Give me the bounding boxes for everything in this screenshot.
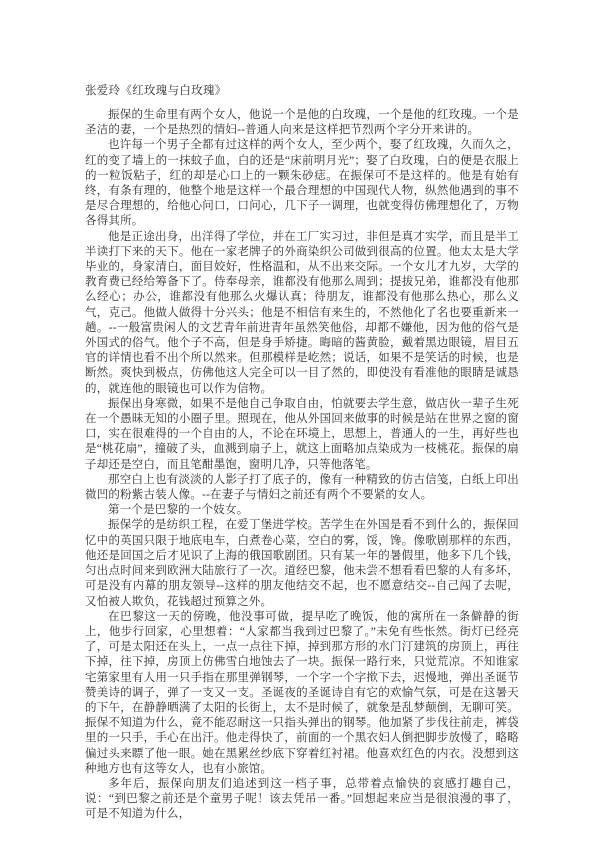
paragraph: 那空白上也有淡淡的人影子打了底子的，像有一种精致的仿古信笺，白纸上印出微凹的粉紫古装人像。--在妻子与情妇之前还有两个不要紧的女人。 bbox=[85, 473, 519, 502]
paragraph: 振保的生命里有两个女人，他说一个是他的白玫瑰，一个是他的红玫瑰。一个是圣洁的妻，一个是热烈的情妇--普通人向来是这样把节烈两个字分开来讲的。 bbox=[85, 109, 519, 137]
document-title: 张爱玲《红玫瑰与白玫瑰》 bbox=[85, 85, 227, 97]
paragraph: 在巴黎这一天的傍晚，他没事可做，提早吃了晚饭，他的寓所在一条僻静的街上，他步行回家，心里想着：“人家都当我到过巴黎了。”未免有些怅然。街灯已经亮了，可是太阳还在头上，一点一点往下掉，掉到那方形的水门汀建筑的房顶上，再往下掉，往下掉，房顶上仿佛雪白地蚀去了一块。振保一路行来，只觉荒凉。不知谁家宅第家里有人用一只手指在那里弹钢琴，一个字一个字揿下去，迟慢地，弹出圣诞节赞美诗的调子，弹了一支又一支。圣诞夜的圣诞诗自有它的欢愉气氛，可是在这暑天的下午，在静静晒满了太阳的长街上，太不是时候了，就象是乱梦颠倒，无聊可笑。振保不知道为什么，竟不能忍耐这一只指头弹出的钢琴。他加紧了步伐往前走，裤袋里的一只手，手心在出汗。他走得快了，前面的一个黑衣妇人倒把脚步放慢了，略略偏过头来瞟了他一眼。她在黑累丝纱底下穿着红衬裙。他喜欢红色的内衣。没想到这种地方也有这等女人，也有小旅馆。 bbox=[85, 610, 519, 775]
paragraph: 他是正途出身，出洋得了学位，并在工厂实习过，非但是真才实学，而且是半工半读打下来的天下。他在一家老牌子的外商染织公司做到很高的位置。他太太是大学毕业的，身家清白，面目姣好，性格温和，从不出来交际。一个女儿才九岁，大学的教育费已经给筹备下了。侍奉母亲，谁都没有他那么周到；提拔兄弟，谁都没有他那么经心；办公，谁都没有他那么火爆认真；待朋友，谁都没有他那么热心，那么义气，克己。他做人做得十分兴头；他是不相信有来生的，不然他化了名也要重新来一趟。--一般富贵闲人的文艺青年前进青年虽然笑他俗，却都不嫌他，因为他的俗气是外国式的俗气。他个子不高，但是身手矫捷。晦暗的酱黄脸，戴着黑边眼镜，眉目五官的详情也看不出个所以然来。但那模样是屹然；说话，如果不是笑话的时候，也是断然。爽快到极点，仿佛他这人完全可以一目了然的，即使没有看准他的眼睛是诚恳的，就连他的眼镜也可以作为信物。 bbox=[85, 230, 519, 395]
paragraph: 多年后，振保向朋友们追述到这一档子事，总带着点愉快的哀感打趣自己，说：“到巴黎之前还是个童男子呢！该去凭吊一番。”回想起来应当是很浪漫的事了，可是不知道为什么， bbox=[85, 777, 519, 821]
paragraph: 第一个是巴黎的一个妓女。 bbox=[108, 504, 249, 517]
text-page bbox=[85, 84, 519, 823]
paragraph: 振保出身寒微，如果不是他自己争取自由，怕就要去学生意，做店伙一辈子生死在一个愚昧无知的小圈子里。照现在，他从外国回来做事的时候是站在世界之窗的窗口，实在很难得的一个自由的人，不论在环境上，思想上，普通人的一生，再好些也是“桃花扇”，撞破了头，血溅到扇子上，就这上面略加点染成为一枝桃花。振保的扇子却还是空白，而且笔酣墨饱，窗明几净，只等他落笔。 bbox=[85, 397, 519, 471]
paragraph: 也许每一个男子全都有过这样的两个女人，至少两个，娶了红玫瑰，久而久之，红的变了墙上的一抹蚊子血，白的还是“床前明月光”；娶了白玫瑰，白的便是衣服上的一粒饭粘子，红的却是心口上的一颗朱砂痣。在振保可不是这样的。他是有始有终，有条有理的，他整个地是这样一个最合理想的中国现代人物，纵然他遇到的事不是尽合理想的，给他心问口，口问心，几下子一调理，也就变得仿佛理想化了，万物各得其所。 bbox=[85, 139, 519, 228]
document-body bbox=[85, 108, 519, 823]
paragraph: 振保学的是纺织工程，在爱丁堡进学校。苦学生在外国是看不到什么的，振保回忆中的英国只限于地底电车，白煮卷心菜，空白的雾，馁，馋。像歌剧那样的东西，他还是回国之后才见识了上海的俄国歌剧团。只有某一年的暑假里，他多下几个钱，匀出点时间来到欧洲大陆旅行了一次。道经巴黎，他未尝不想看看巴黎的人有多坏，可是没有内幕的朋友领导--这样的朋友他结交不起，也不愿意结交--自己闯了去呢，又怕被人欺负，花钱超过预算之外。 bbox=[85, 519, 519, 608]
